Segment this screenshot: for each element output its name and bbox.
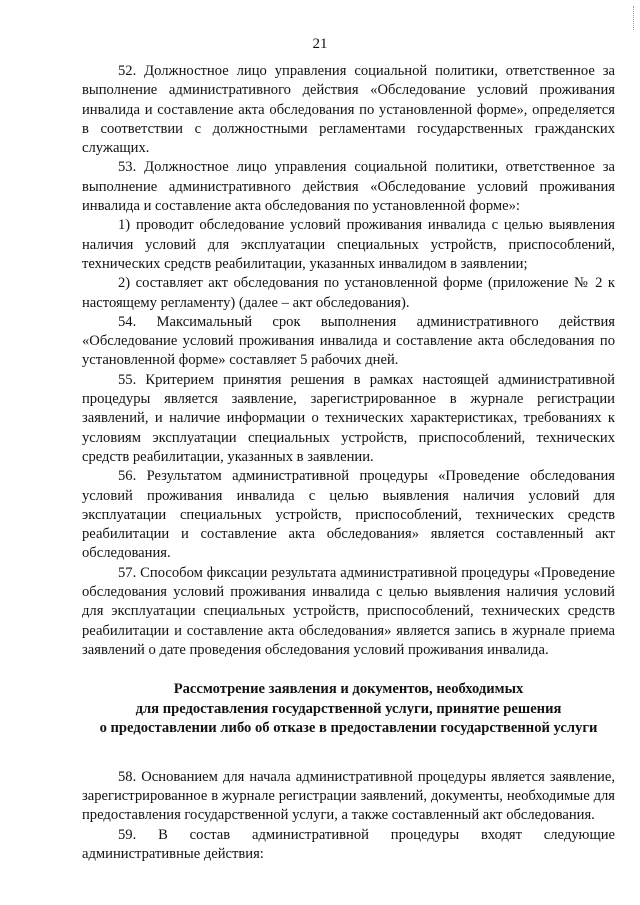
paragraph-53-item-2: 2) составляет акт обследования по установленной форме (приложение № 2 к настоящему регламенту) (далее – акт обследования).	[82, 275, 615, 311]
section-heading-line: Рассмотрение заявления и документов, необходимых	[173, 681, 524, 698]
paragraph-53-item-1: 1) проводит обследование условий проживания инвалида с целью выявления наличия условий для эксплуатации специальных устройств, приспособлений, технических средств реабилитации, указанных инвалидом в заявлении;	[82, 217, 615, 272]
paragraph-58: 58. Основанием для начала административной процедуры является заявление, зарегистрированное в журнале регистрации заявлений, документы, необходимые для предоставления государственной услуги, а также составленный акт обследования.	[82, 768, 615, 824]
section-heading	[82, 680, 615, 739]
paragraph-53: 53. Должностное лицо управления социальной политики, ответственное за выполнение административного действия «Обследование условий проживания инвалида и составление акта обследования по установленной форме»:	[82, 159, 615, 215]
paragraph-52: 52. Должностное лицо управления социальной политики, ответственное за выполнение административного действия «Обследование условий проживания инвалида и составление акта обследования по установленной форме», определяется в соответствии с должностными регламентами государственных гражданских служащих.	[82, 63, 615, 157]
section-heading-line: о предоставлении либо об отказе в предоставлении государственной услуги	[99, 720, 598, 737]
scan-edge-mark	[627, 6, 634, 30]
paragraph-59: 59. В состав административной процедуры входят следующие административные действия:	[82, 826, 615, 862]
section-heading-line: для предоставления государственной услуги, принятие решения	[135, 700, 562, 717]
paragraph-54: 54. Максимальный срок выполнения административного действия «Обследование условий проживания инвалида и составление акта обследования по установленной форме» составляет 5 рабочих дней.	[82, 313, 615, 369]
paragraph-55: 55. Критерием принятия решения в рамках настоящей административной процедуры является заявление, зарегистрированное в журнале регистрации заявлений, и наличие информации о технических характеристиках, требованиях к условиям эксплуатации специальных устройств, приспособлений, технических средств реабилитации, указанных в заявлении.	[82, 371, 615, 465]
page-body	[82, 62, 615, 864]
paragraph-57: 57. Способом фиксации результата административной процедуры «Проведение обследования условий проживания инвалида с целью выявления наличия условий для эксплуатации специальных устройств, приспособлений, технических средств реабилитации и составление акта обследования» является запись в журнале приема заявлений о дате проведения обследования условий проживания инвалида.	[82, 564, 615, 658]
paragraph-56: 56. Результатом административной процедуры «Проведение обследования условий проживания инвалида с целью выявления наличия условий для эксплуатации специальных устройств, приспособлений, технических средств реабилитации и составление акта обследования» является составленный акт обследования.	[82, 468, 615, 562]
page-number: 21	[312, 36, 328, 52]
